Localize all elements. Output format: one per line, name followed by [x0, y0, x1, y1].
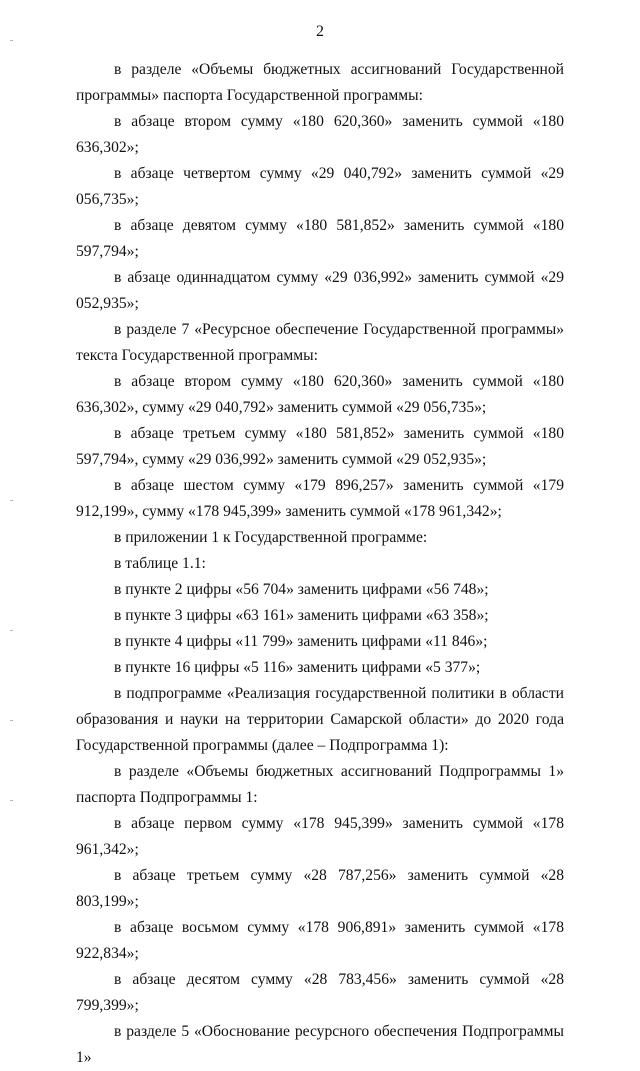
paragraph: в абзаце втором сумму «180 620,360» заменить суммой «180 636,302», сумму «29 040,792» заменить суммой «29 056,735»;: [76, 373, 564, 416]
paragraph: в абзаце четвертом сумму «29 040,792» заменить суммой «29 056,735»;: [76, 165, 564, 208]
scan-margin-mark: [10, 800, 13, 801]
paragraph: в подпрограмме «Реализация государственной политики в области образования и науки на территории Самарской области» до 2020 года Государственной программы (далее – Подпрограмма 1):: [76, 685, 564, 754]
paragraph: в пункте 2 цифры «56 704» заменить цифрами «56 748»;: [114, 581, 489, 598]
paragraph: в разделе «Объемы бюджетных ассигнований Подпрограммы 1» паспорта Подпрограммы 1:: [76, 763, 564, 806]
paragraph: в разделе 7 «Ресурсное обеспечение Государственной программы» текста Государственной программы:: [76, 321, 564, 364]
paragraph: в абзаце одиннадцатом сумму «29 036,992» заменить суммой «29 052,935»;: [76, 269, 564, 312]
paragraph: в абзаце десятом сумму «28 783,456» заменить суммой «28 799,399»;: [76, 971, 564, 1014]
paragraph: в пункте 3 цифры «63 161» заменить цифрами «63 358»;: [114, 607, 489, 624]
scan-margin-mark: [10, 720, 13, 721]
paragraph: в разделе 5 «Обоснование ресурсного обеспечения Подпрограммы 1»: [76, 1023, 564, 1066]
paragraph: в абзаце шестом сумму «179 896,257» заменить суммой «179 912,199», сумму «178 945,399» заменить суммой «178 961,342»;: [76, 477, 564, 520]
scan-margin-mark: [10, 630, 13, 631]
paragraph: в абзаце третьем сумму «28 787,256» заменить суммой «28 803,199»;: [76, 867, 564, 910]
paragraph: в пункте 4 цифры «11 799» заменить цифрами «11 846»;: [114, 633, 488, 650]
paragraph: в пункте 16 цифры «5 116» заменить цифрами «5 377»;: [114, 659, 481, 676]
scan-margin-mark: [10, 500, 13, 501]
paragraph: в абзаце втором сумму «180 620,360» заменить суммой «180 636,302»;: [76, 113, 564, 156]
paragraph: в абзаце восьмом сумму «178 906,891» заменить суммой «178 922,834»;: [76, 919, 564, 962]
paragraph: в разделе «Объемы бюджетных ассигнований Государственной программы» паспорта Государственной программы:: [76, 61, 564, 104]
paragraph: в абзаце девятом сумму «180 581,852» заменить суммой «180 597,794»;: [76, 217, 564, 260]
paragraph: в абзаце третьем сумму «180 581,852» заменить суммой «180 597,794», сумму «29 036,992» заменить суммой «29 052,935»;: [76, 425, 564, 468]
paragraph: в абзаце первом сумму «178 945,399» заменить суммой «178 961,342»;: [76, 815, 564, 858]
document-body: [76, 57, 564, 1071]
paragraph: в таблице 1.1:: [114, 555, 206, 572]
scan-margin-mark: [10, 40, 13, 41]
paragraph: в приложении 1 к Государственной программе:: [114, 529, 428, 546]
page-number: 2: [316, 23, 324, 40]
